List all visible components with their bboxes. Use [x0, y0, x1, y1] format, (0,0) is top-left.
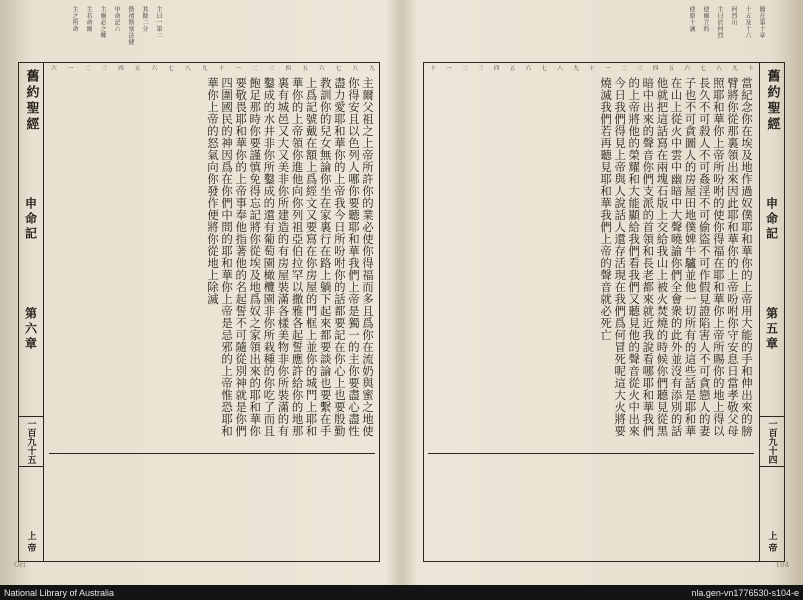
top-note: 申命記六 [113, 6, 120, 32]
left-book-name: 申命記 [23, 197, 38, 243]
left-title-column [18, 63, 44, 561]
column-number: 三 [476, 65, 483, 71]
left-chapter: 第六章 [23, 306, 38, 352]
column-number: 十 [587, 65, 594, 71]
column-number: 二 [619, 65, 626, 71]
left-top-notes [52, 6, 162, 60]
column-number: 八 [556, 65, 563, 71]
right-book-name: 申命記 [764, 197, 779, 243]
column-number: 六 [50, 65, 56, 71]
right-scan-label: 104 [775, 561, 789, 569]
top-note: 主爾必之鄉 [99, 6, 106, 39]
column-number: 五 [133, 65, 140, 71]
column-number: 九 [572, 65, 579, 71]
column-number: 三 [267, 65, 274, 71]
column-number: 九 [730, 65, 737, 71]
right-book-title: 舊約聖經 [764, 69, 780, 133]
left-page-number-box [19, 416, 43, 467]
column-number: 九 [367, 65, 374, 71]
left-page-number: 一百九十五 [25, 418, 36, 464]
top-note: 使原十誡 [688, 6, 695, 32]
column-number: 四 [284, 65, 291, 71]
column-number: 二 [83, 65, 90, 71]
top-note: 偕禧斯塞法撻 [127, 6, 134, 45]
right-tail-mark: 上帝 [766, 531, 777, 555]
column-number: 九 [200, 65, 207, 71]
top-note: 使爾立約 [702, 6, 709, 32]
column-number: 一 [66, 65, 73, 71]
column-number: 四 [492, 65, 499, 71]
top-note: 主若命爾 [85, 6, 92, 32]
top-note: 主之所命 [71, 6, 78, 32]
column-number: 十 [746, 65, 753, 71]
column-number: 八 [715, 65, 722, 71]
column-number: 六 [150, 65, 157, 71]
top-note: 其餘二分 [141, 6, 148, 32]
top-note: 主曰於何烈 [716, 6, 723, 39]
column-number: 七 [540, 65, 547, 71]
column-number: 七 [699, 65, 706, 71]
column-number: 一 [234, 65, 241, 71]
left-column-numbers [49, 65, 375, 75]
right-page [405, 4, 799, 582]
column-number: 七 [334, 65, 341, 71]
left-scan-label: Orl [14, 561, 26, 569]
column-number: 十 [217, 65, 224, 71]
right-title-column [759, 63, 785, 561]
column-number: 四 [651, 65, 658, 71]
column-number: 五 [667, 65, 674, 71]
footer-library-name: National Library of Australia [4, 587, 115, 598]
column-number: 八 [351, 65, 358, 71]
column-number: 五 [508, 65, 515, 71]
top-note: 主曰一第二 [155, 6, 162, 39]
right-column-numbers [428, 65, 754, 75]
top-note: 十五及十六 [744, 6, 751, 39]
footer-identifier: nla.gen-vn1776530-s104-e [691, 587, 799, 598]
column-number: 四 [116, 65, 123, 71]
right-page-number-box [760, 416, 784, 467]
right-page-frame [423, 62, 785, 562]
column-number: 十 [429, 65, 435, 71]
column-number: 三 [635, 65, 642, 71]
column-number: 六 [524, 65, 531, 71]
top-note: 何烈山 [730, 6, 737, 26]
right-chapter: 第五章 [764, 306, 779, 352]
column-number: 一 [603, 65, 610, 71]
left-page [4, 4, 397, 582]
left-notes-area [49, 453, 375, 557]
footer-bar [0, 585, 803, 600]
right-page-number: 一百九十四 [766, 418, 777, 464]
column-number: 七 [167, 65, 174, 71]
column-number: 二 [460, 65, 467, 71]
column-number: 一 [444, 65, 451, 71]
left-page-frame [18, 62, 380, 562]
column-number: 三 [100, 65, 107, 71]
column-number: 八 [183, 65, 190, 71]
column-number: 二 [250, 65, 257, 71]
column-number: 六 [317, 65, 324, 71]
left-book-title: 舊約聖經 [23, 69, 39, 133]
right-body-text: 當紀念你在埃及地作過奴僕耶和華你的上帝用大能的手和伸出來的膀臂將你從那裏領出來因此耶和華你的上帝吩咐你守安息日當孝敬父母照耶和華你上帝所吩咐的使你得福在耶和華你上帝所賜你的地上得以長久不可殺人不可姦淫不可偷盜不可作假見證陷害人不可貪戀人的妻子也不可貪圖人的房屋田地僕婢牛驢並他一切所有的這些話是耶和華在山上從火中雲中幽暗中大聲曉諭你們全會衆的此外並沒有添別的話他就把這話寫在兩塊石版上交給我山上被火焚燒的時候你們聽見從黑暗中出來的聲音你們支派的首領和長老都來就近我說看哪耶和華我們的上帝將他的榮耀和大能顯給我們看我們又聽見他的聲音從火中出來今日我們得見上帝與人說話人還存活現在我們爲何冒死呢這大火將要燒滅我們若再聽見耶和華我們上帝的聲音就必死亡 [599, 77, 754, 437]
right-notes-area [428, 453, 754, 557]
right-top-notes [505, 6, 765, 60]
top-note: 閣在第十章 [758, 6, 765, 39]
column-number: 六 [683, 65, 690, 71]
column-number: 五 [301, 65, 308, 71]
left-tail-mark: 上帝 [25, 531, 36, 555]
left-body-text: 主爾父祖之上帝所許你的業必使你得福而多且爲你在流奶與蜜之地使你得安且以色列人哪你要聽耶和華我們上帝是獨一的主你要盡心盡性盡力愛耶和華你的上帝我今日所吩咐你的話都要記在你心上也要殷勤教訓你的兒女無論你坐在家裏行在路上躺下起來都要談論也要繫在手上爲記號戴在額上爲經文又要寫在你房屋的門框上並你的城門上耶和華你的上帝領你進他向你列祖亞伯拉罕以撒雅各起誓應許給你的地那裏有城邑又大又美非你所建造的有房屋裝滿各樣美物非你所裝滿的有鑿成的水井非你所鑿成的還有葡萄園橄欖園非你所栽種的你吃了而且飽足那時你要謹慎免得忘記將你從埃及地爲奴之家領出來的耶和華你要敬畏耶和華你的上帝事奉他指著他的名起誓不可隨從別神就是你們四圍國民的神因爲在你們中間的耶和華你上帝是忌邪的上帝惟恐耶和華你上帝的怒氣向你發作便將你從地上除滅 [205, 77, 375, 437]
